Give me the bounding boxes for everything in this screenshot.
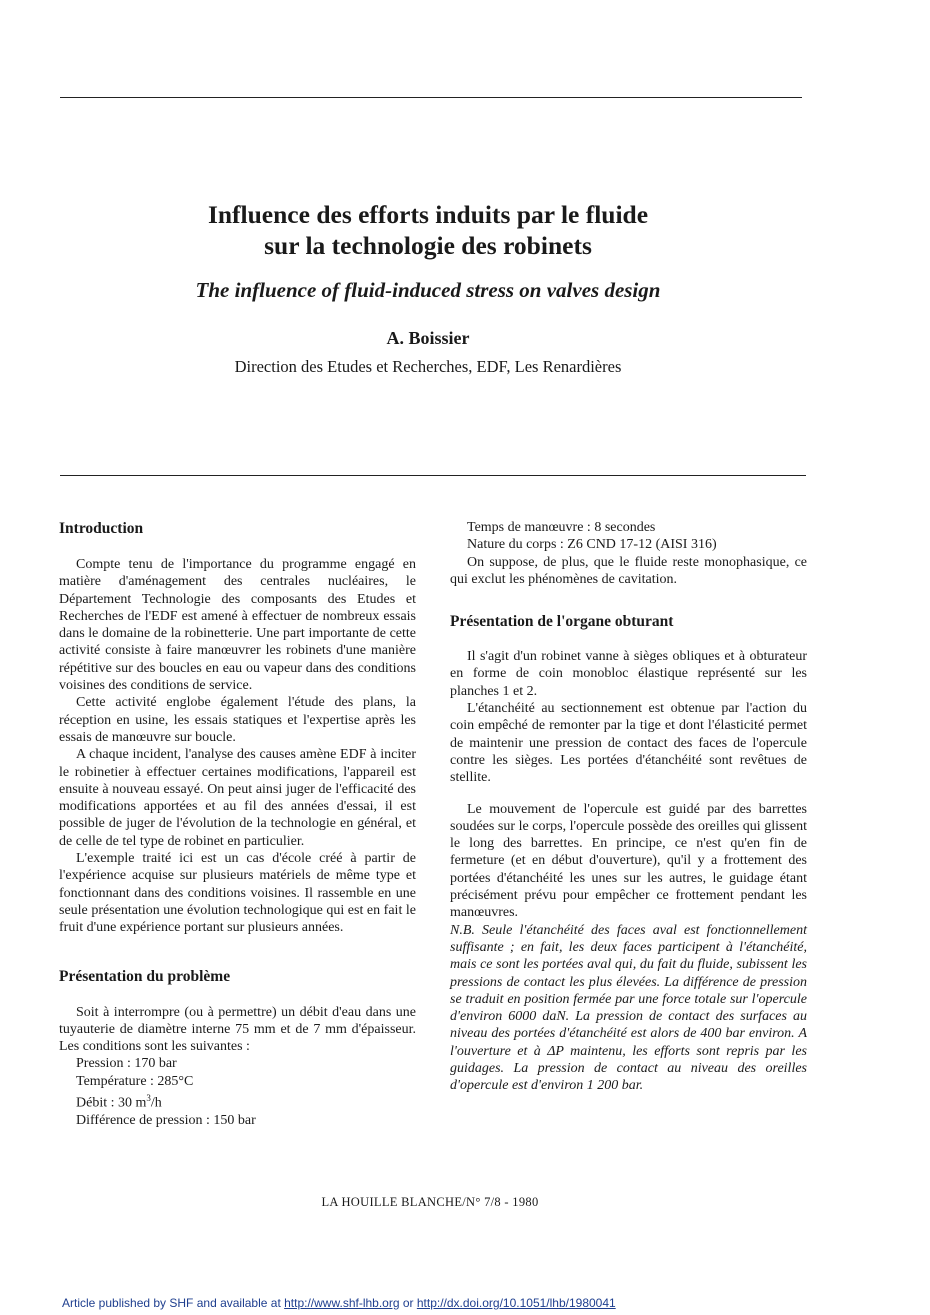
right-column <box>450 519 807 1095</box>
condition-debit <box>59 1090 416 1112</box>
intro-paragraph-3: A chaque incident, l'analyse des causes amène EDF à inciter le robinetier à effectuer certaines modifications, l'appareil est ensuite à nouveau essayé. On peut ainsi juger de l'efficacité des modifications apportées et au fil des années d'essai, il est possible de juger de l'évolution de la technologie en général, et de celle de tel type de robinet en particulier. <box>59 747 416 849</box>
author-affiliation: Direction des Etudes et Recherches, EDF, Les Renardières <box>234 357 622 376</box>
condition-temps-manoeuvre: Temps de manœuvre : 8 secondes <box>467 520 656 535</box>
organe-paragraph-1: Il s'agit d'un robinet vanne à sièges obliques et à obturateur en forme de coin monobloc élastique représenté sur les planches 1 et 2. <box>450 649 807 699</box>
intro-paragraph-1: Compte tenu de l'importance du programme engagé en matière d'aménagement des centrales nucléaires, le Département Technologie des composants des Etudes et Recherches de l'EDF est amené à effectuer de nombreux essais dans le domaine de la robinetterie. Une part importante de cette activité consiste à faire manœuvrer les robinets d'une manière répétitive sur des boucles en eau ou vapeur dans des conditions voisines des conditions de service. <box>59 557 416 694</box>
article-subtitle: The influence of fluid-induced stress on valves design <box>195 278 661 302</box>
section-heading-organe: Présentation de l'organe obturant <box>450 613 674 631</box>
debit-text: Débit : 30 m <box>76 1095 147 1111</box>
header-separator-rule <box>60 475 806 476</box>
condition-temperature: Température : 285°C <box>76 1073 194 1089</box>
condition-nature-corps: Nature du corps : Z6 CND 17-12 (AISI 316) <box>467 537 717 553</box>
title-line-1: Influence des efforts induits par le fluide <box>207 200 649 229</box>
doi-link[interactable]: http://dx.doi.org/10.1051/lhb/1980041 <box>416 1296 616 1310</box>
debit-exponent: 3 <box>146 1093 151 1104</box>
intro-paragraph-2: Cette activité englobe également l'étude des plans, la réception en usine, les essais statiques et l'expertise après les essais de manœuvre sur boucle. <box>59 695 416 745</box>
section-heading-introduction: Introduction <box>59 520 144 537</box>
organe-paragraph-2: L'étanchéité au sectionnement est obtenue par l'action du coin empêché de remonter par la tige et dont l'élasticité permet de maintenir une pression de contact des faces de l'opercule contre les sièges. Les portées d'étanchéité sont revêtues de stellite. <box>450 701 807 786</box>
left-column <box>59 519 416 1129</box>
condition-pression: Pression : 170 bar <box>76 1056 177 1072</box>
journal-footer: LA HOUILLE BLANCHE/N° 7/8 - 1980 <box>321 1195 539 1209</box>
nota-bene-paragraph: N.B. Seule l'étanchéité des faces aval est fonctionnellement suffisante ; en fait, les deux faces participent à l'étanchéité, mais ce sont les portées aval qui, du fait du fluide, subissent les pressions de contact les plus élevées. La différence de pression se traduit en position fermée par une force totale sur l'opercule d'environ 6000 daN. La pression de contact des surfaces au niveau des portées d'étanchéité est alors de 400 bar environ. A l'ouverture et à ΔP maintenu, les efforts sont repris par les guidages. La pression de contact au niveau des oreilles d'opercule est d'environ 1 200 bar. <box>450 922 807 1094</box>
credit-or-text: or <box>399 1296 417 1310</box>
author-name: A. Boissier <box>386 328 470 348</box>
credit-text: Article published by SHF and available at <box>62 1296 285 1310</box>
top-rule <box>60 97 802 98</box>
article-title <box>0 199 856 261</box>
condition-difference-pression: Différence de pression : 150 bar <box>76 1112 256 1128</box>
intro-paragraph-4: L'exemple traité ici est un cas d'école créé à partir de l'expérience acquise sur plusieurs matériels de même type et fonctionnant dans des conditions voisines. Il rassemble en une seule présentation une évolution technologique qui est en fait le fruit d'une expérience portant sur plusieurs années. <box>59 851 416 936</box>
organe-paragraph-3: Le mouvement de l'opercule est guidé par des barrettes soudées sur le corps, l'opercule possède des oreilles qui glissent le long des barrettes. En principe, ce n'est qu'en fin de fermeture (et en début d'ouverture), qu'il y a frottement des portées d'étanchéité les unes sur les autres, le guidage étant précisément prévu pour empêcher ce frottement pendant les manœuvres. <box>450 801 807 921</box>
monophasique-paragraph: On suppose, de plus, que le fluide reste monophasique, ce qui exclut les phénomènes de cavitation. <box>450 554 807 587</box>
debit-unit: /h <box>150 1095 162 1111</box>
section-heading-probleme: Présentation du problème <box>59 967 231 985</box>
problem-paragraph: Soit à interrompre (ou à permettre) un débit d'eau dans une tuyauterie de diamètre interne 75 mm et de 7 mm d'épaisseur. Les conditions sont les suivantes : <box>59 1004 416 1055</box>
shf-link[interactable]: http://www.shf-lhb.org <box>284 1296 400 1310</box>
title-line-2: sur la technologie des robinets <box>264 231 592 260</box>
publication-credit <box>62 1296 616 1310</box>
